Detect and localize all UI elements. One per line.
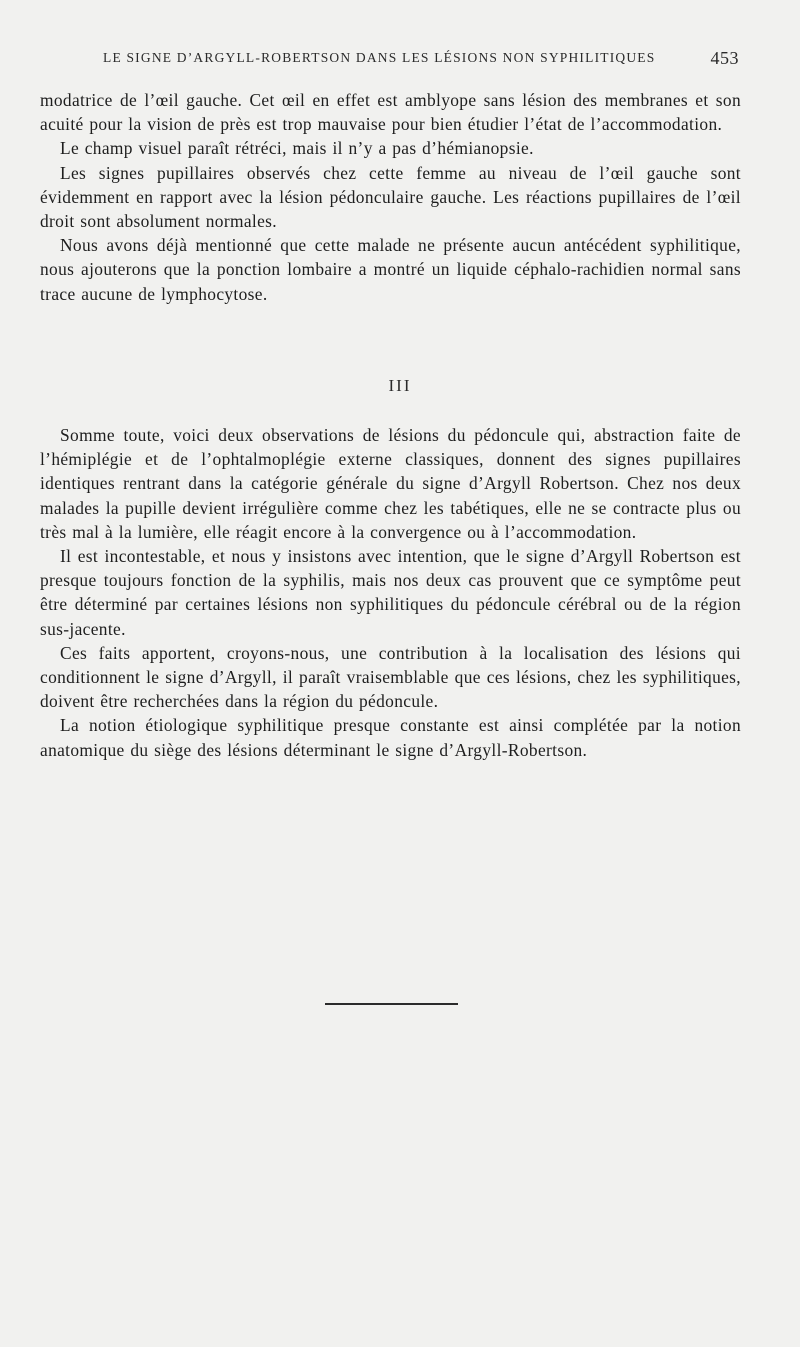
running-title: LE SIGNE D’ARGYLL-ROBERTSON DANS LES LÉSIONS NON SYPHILITIQUES (103, 50, 656, 65)
section-two-text (40, 423, 741, 762)
paragraph: Nous avons déjà mentionné que cette malade ne présente aucun antécédent syphilitique, nous ajouterons que la ponction lombaire a montré un liquide céphalo-rachidien normal sans trace aucune de lymphocytose. (40, 235, 741, 304)
paragraph: Les signes pupillaires observés chez cette femme au niveau de l’œil gauche sont évidemment en rapport avec la lésion pédonculaire gauche. Les réactions pupillaires de l’œil droit sont absolument normales. (40, 162, 741, 232)
section-heading: III (388, 376, 412, 395)
end-rule (325, 1003, 458, 1005)
paragraph: Somme toute, voici deux observations de lésions du pédoncule qui, abstraction faite de l’hémiplégie et de l’ophtalmoplégie externe classiques, donnent des signes pupillaires identiques rentrant dans la catégorie générale du signe d’Argyll Robertson. Chez nos deux malades la pupille devient irrégulière comme chez les tabétiques, elle ne se contracte plus ou très mal à la lumière, elle réagit encore à la convergence ou à l’accommodation. (40, 425, 741, 542)
section-one-text (40, 88, 741, 306)
page-header (103, 48, 743, 72)
paragraph: Il est incontestable, et nous y insistons avec intention, que le signe d’Argyll Robertson est presque toujours fonction de la syphilis, mais nos deux cas prouvent que ce symptôme peut être déterminé par certaines lésions non syphilitiques du pédoncule cérébral ou de la région sus-jacente. (40, 546, 741, 639)
paragraph: Le champ visuel paraît rétréci, mais il n’y a pas d’hémianopsie. (60, 138, 534, 159)
paragraph: modatrice de l’œil gauche. Cet œil en effet est amblyope sans lésion des membranes et son acuité pour la vision de près est trop mauvaise pour bien étudier l’état de l’accommodation. (40, 90, 741, 135)
paragraph: Ces faits apportent, croyons-nous, une contribution à la localisation des lésions qui conditionnent le signe d’Argyll, il paraît vraisemblable que ces lésions, chez les syphilitiques, doivent être recherchées dans la région du pédoncule. (40, 642, 741, 712)
page-number: 453 (710, 48, 739, 68)
paragraph: La notion étiologique syphilitique presque constante est ainsi complétée par la notion anatomique du siège des lésions déterminant le signe d’Argyll-Robertson. (40, 715, 741, 760)
